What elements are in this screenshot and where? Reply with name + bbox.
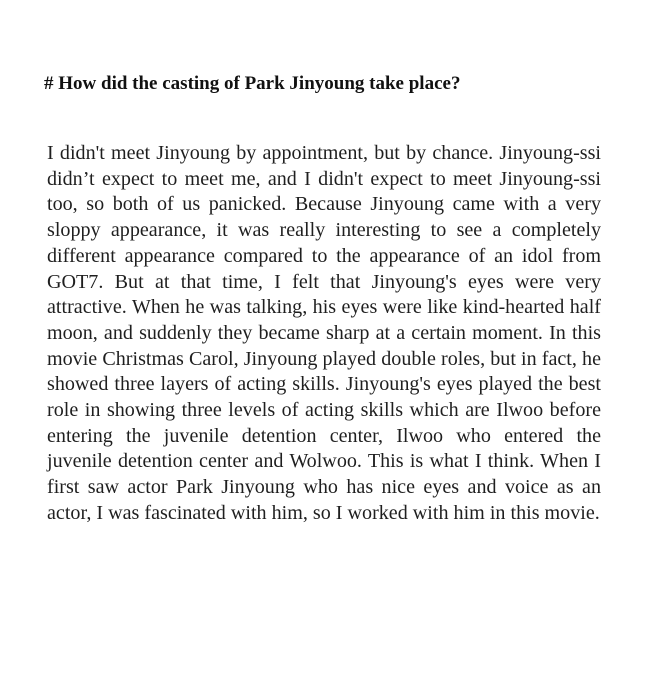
question-heading: # How did the casting of Park Jinyoung take place? <box>44 73 461 94</box>
answer-paragraph: I didn't meet Jinyoung by appointment, but by chance. Jinyoung-ssi didn’t expect to meet me, and I didn't expect to meet Jinyoung-ssi too, so both of us panicked. Because Jinyoung came with a very sloppy appearance, it was really interesting to see a completely different appearance compared to the appearance of an idol from GOT7. But at that time, I felt that Jinyoung's eyes were very attractive. When he was talking, his eyes were like kind-hearted half moon, and suddenly they became sharp at a certain moment. In this movie Christmas Carol, Jinyoung played double roles, but in fact, he showed three layers of acting skills. Jinyoung's eyes played the best role in showing three levels of acting skills which are Ilwoo before entering the juvenile detention center, Ilwoo who entered the juvenile detention center and Wolwoo. This is what I think. When I first saw actor Park Jinyoung who has nice eyes and voice as an actor, I was fascinated with him, so I worked with him in this movie. <box>47 142 601 524</box>
